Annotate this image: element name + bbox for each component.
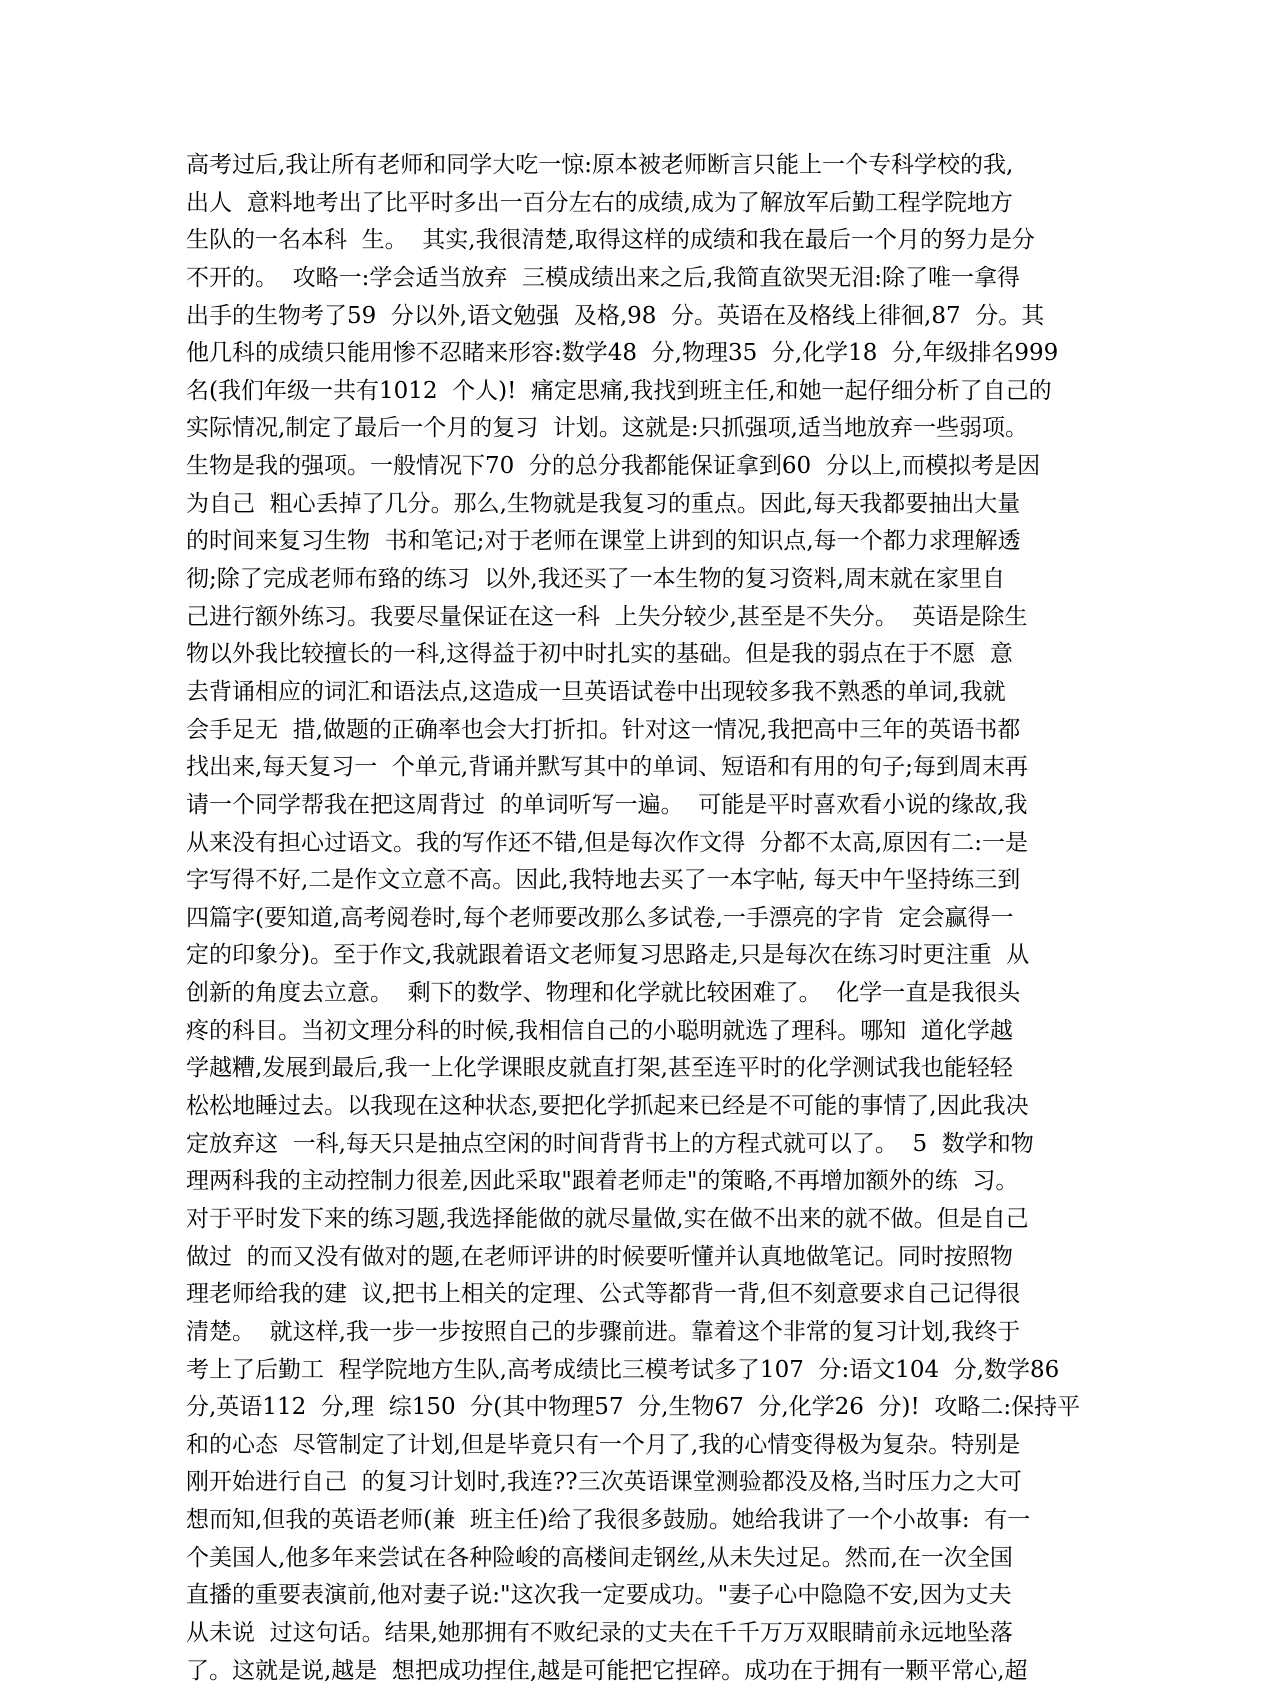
- text-line: 学越糟,发展到最后,我一上化学课眼皮就直打架,甚至连平时的化学测试我也能轻轻: [186, 1055, 1013, 1082]
- text-line: 彻;除了完成老师布臵的练习 以外,我还买了一本生物的复习资料,周末就在家里自: [186, 566, 1005, 593]
- text-line: 实际情况,制定了最后一个月的复习 计划。这就是:只抓强项,适当地放弃一些弱项。: [186, 415, 1028, 442]
- text-line: 从未说 过这句话。结果,她那拥有不败纪录的丈夫在千千万万双眼睛前永远地坠落: [186, 1619, 1013, 1646]
- text-line: 生队的一名本科 生。 其实,我很清楚,取得这样的成绩和我在最后一个月的努力是分: [186, 227, 1035, 254]
- text-line: 考上了后勤工 程学院地方生队,高考成绩比三模考试多了107 分:语文104 分,数学86: [186, 1356, 1060, 1383]
- text-line: 会手足无 措,做题的正确率也会大打折扣。针对这一情况,我把高中三年的英语书都: [186, 716, 1021, 743]
- article-text: [186, 147, 1086, 1690]
- text-line: 刚开始进行自己 的复习计划时,我连??三次英语课堂测验都没及格,当时压力之大可: [186, 1469, 1022, 1496]
- text-line: 对于平时发下来的练习题,我选择能做的就尽量做,实在做不出来的就不做。但是自己: [186, 1205, 1029, 1232]
- text-line: 松松地睡过去。以我现在这种状态,要把化学抓起来已经是不可能的事情了,因此我决: [186, 1093, 1029, 1120]
- text-line: 己进行额外练习。我要尽量保证在这一科 上失分较少,甚至是不失分。 英语是除生: [186, 603, 1028, 630]
- text-line: 高考过后,我让所有老师和同学大吃一惊:原本被老师断言只能上一个专科学校的我,: [186, 152, 1014, 178]
- text-line: 分,英语112 分,理 综150 分(其中物理57 分,生物67 分,化学26 分)! 攻略二:保持平: [186, 1394, 1081, 1421]
- text-line: 理老师给我的建 议,把书上相关的定理、公式等都背一背,但不刻意要求自己记得很: [186, 1281, 1021, 1308]
- text-line: 定的印象分)。至于作文,我就跟着语文老师复习思路走,只是每次在练习时更注重 从: [186, 942, 1030, 969]
- text-line: 清楚。 就这样,我一步一步按照自己的步骤前进。靠着这个非常的复习计划,我终于: [186, 1318, 1021, 1345]
- text-line: 做过 的而又没有做对的题,在老师评讲的时候要听懂并认真地做笔记。同时按照物: [186, 1243, 1013, 1270]
- text-line: 名(我们年级一共有1012 个人)! 痛定思痛,我找到班主任,和她一起仔细分析了自己的: [186, 377, 1052, 404]
- text-line: 个美国人,他多年来尝试在各种险峻的高楼间走钢丝,从未失过足。然而,在一次全国: [186, 1544, 1013, 1571]
- text-line: 生物是我的强项。一般情况下70 分的总分我都能保证拿到60 分以上,而模拟考是因: [186, 453, 1041, 480]
- text-line: 了。这就是说,越是 想把成功捏住,越是可能把它捏碎。成功在于拥有一颗平常心,超: [186, 1657, 1028, 1684]
- text-line: 四篇字(要知道,高考阅卷时,每个老师要改那么多试卷,一手漂亮的字肯 定会赢得一: [186, 904, 1014, 931]
- text-line: 请一个同学帮我在把这周背过 的单词听写一遍。 可能是平时喜欢看小说的缘故,我: [186, 791, 1028, 818]
- text-line: 创新的角度去立意。 剩下的数学、物理和化学就比较困难了。 化学一直是我很头: [186, 980, 1021, 1007]
- text-line: 字写得不好,二是作文立意不高。因此,我特地去买了一本字帖, 每天中午坚持练三到: [186, 867, 1021, 894]
- text-line: 为自己 粗心丢掉了几分。那么,生物就是我复习的重点。因此,每天我都要抽出大量: [186, 490, 1021, 517]
- text-line: 出人 意料地考出了比平时多出一百分左右的成绩,成为了解放军后勤工程学院地方: [186, 189, 1013, 216]
- text-line: 出手的生物考了59 分以外,语文勉强 及格,98 分。英语在及格线上徘徊,87 分。其: [186, 302, 1045, 329]
- text-line: 和的心态 尽管制定了计划,但是毕竟只有一个月了,我的心情变得极为复杂。特别是: [186, 1431, 1021, 1458]
- text-line: 他几科的成绩只能用惨不忍睹来形容:数学48 分,物理35 分,化学18 分,年级排名999: [186, 340, 1059, 367]
- text-line: 找出来,每天复习一 个单元,背诵并默写其中的单词、短语和有用的句子;每到周末再: [186, 754, 1028, 781]
- text-line: 物以外我比较擅长的一科,这得益于初中时扎实的基础。但是我的弱点在于不愿 意: [186, 641, 1013, 668]
- text-line: 直播的重要表演前,他对妻子说:"这次我一定要成功。"妻子心中隐隐不安,因为丈夫: [186, 1582, 1012, 1609]
- text-line: 去背诵相应的词汇和语法点,这造成一旦英语试卷中出现较多我不熟悉的单词,我就: [186, 678, 1006, 705]
- text-line: 不开的。 攻略一:学会适当放弃 三模成绩出来之后,我简直欲哭无泪:除了唯一拿得: [186, 264, 1021, 291]
- text-line: 想而知,但我的英语老师(兼 班主任)给了我很多鼓励。她给我讲了一个小故事: 有一: [186, 1507, 1031, 1534]
- text-line: 定放弃这 一科,每天只是抽点空闲的时间背背书上的方程式就可以了。 5 数学和物: [186, 1130, 1034, 1157]
- text-line: 理两科我的主动控制力很差,因此采取"跟着老师走"的策略,不再增加额外的练 习。: [186, 1168, 1019, 1195]
- text-line: 的时间来复习生物 书和笔记;对于老师在课堂上讲到的知识点,每一个都力求理解透: [186, 528, 1021, 555]
- text-line: 疼的科目。当初文理分科的时候,我相信自己的小聪明就选了理科。哪知 道化学越: [186, 1017, 1013, 1044]
- text-line: 从来没有担心过语文。我的写作还不错,但是每次作文得 分都不太高,原因有二:一是: [186, 829, 1028, 856]
